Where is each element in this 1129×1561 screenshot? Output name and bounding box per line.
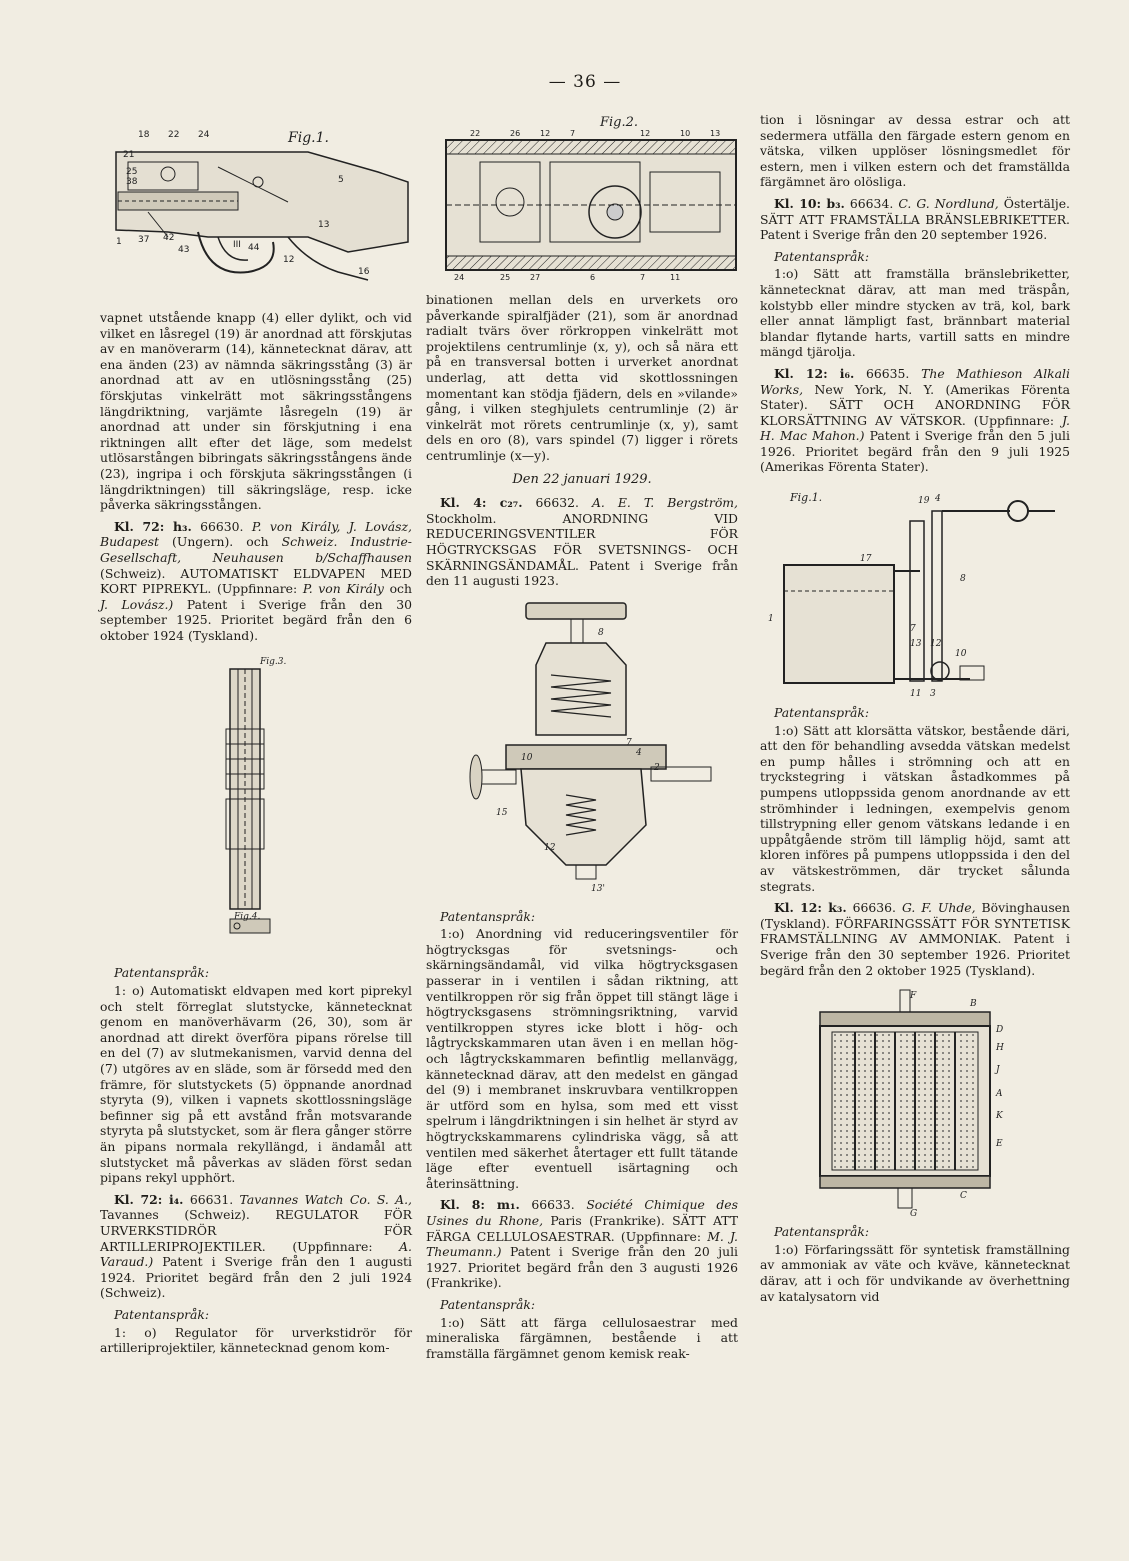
svg-text:13': 13' — [591, 883, 605, 894]
claim-66633: 1:o) Sätt att färga cellulosaestrar med mineraliska färgämnen, bestående i att framställa färgämnet genom kemisk reak- — [426, 1314, 738, 1361]
svg-text:7: 7 — [626, 737, 632, 748]
svg-text:11: 11 — [670, 273, 681, 282]
entry-66633-company: Société Chimique des Usines du Rhone, — [426, 1197, 738, 1228]
entry-66634-number: 66634. — [849, 195, 894, 211]
svg-text:13: 13 — [710, 129, 721, 138]
svg-text:37: 37 — [138, 235, 150, 245]
svg-text:7: 7 — [640, 273, 646, 282]
entry-66632 — [426, 495, 738, 589]
fig4-caption: Fig.4. — [234, 912, 261, 923]
entry-66630-tail: Patent i Sverige från den 30 september 1925. Prioritet begärd från den 6 oktober 1924 (Tyskland). — [100, 596, 412, 643]
entry-66632-title: Stockholm. ANORDNING VID REDUCERINGSVENTILER FÖR HÖGTRYCKSGAS FÖR SVETSNINGS- OCH SKÄRNINGSÄNDAMÅL. Patent i Sverige från den 11 augusti 1923. — [426, 510, 738, 589]
entry-66630-company: Schweiz. Industrie-Gesellschaft, Neuhausen b/Schaffhausen — [100, 534, 412, 565]
svg-text:5: 5 — [338, 175, 344, 185]
entry-66634-title: Östertälje. SÄTT ATT FRAMSTÄLLA BRÄNSLEBRIKETTER. Patent i Sverige från den 20 september 1926. — [760, 195, 1070, 243]
svg-text:2: 2 — [654, 762, 660, 773]
svg-text:18: 18 — [138, 130, 150, 140]
entry-66630-number: 66630. — [200, 518, 244, 534]
svg-text:22: 22 — [168, 130, 180, 140]
clockwork-fuse-drawing — [440, 112, 740, 284]
svg-text:11: 11 — [910, 689, 922, 700]
entry-66636-class: Kl. 12: k₃. — [774, 900, 847, 916]
svg-text:3: 3 — [930, 689, 936, 700]
claim-label-66630: Patentanspråk: — [114, 965, 210, 981]
svg-text:12: 12 — [640, 129, 651, 138]
svg-text:12: 12 — [544, 842, 556, 853]
entry-66636 — [760, 900, 1070, 978]
dateline: Den 22 januari 1929. — [512, 471, 652, 487]
claim-66630: 1: o) Automatiskt eldvapen med kort piprekyl och stelt förreglat slutstycke, kännetecknat genom en manöverhävarm (26, 30), som är anordnad att direkt överföra pipans rörelse till en del (7) av slutmekanismen, varvid denna del (7) utgöres av en släde, som är försedd med den främre, för slutstyckets (5) öppnande anordnad styryta (9), vilken i vapnets skottlossningsläge befinner sig på ett avstånd från motsvarande styryta på slutstycket, som är flera gånger större än pipans normala rekyllängd, i ändamål att slutstycket må påverkas av släden först sedan pipans rekyl upphört. — [100, 983, 412, 1186]
svg-text:A: A — [996, 1089, 1003, 1100]
svg-text:16: 16 — [358, 267, 370, 277]
fig2-caption: Fig.2. — [600, 115, 639, 130]
svg-text:12: 12 — [283, 255, 295, 265]
svg-text:10: 10 — [680, 129, 691, 138]
entry-66630-class: Kl. 72: h₃. — [114, 518, 192, 534]
col2-continuation-text: binationen mellan dels en urverkets oro påverkande spiralfjäder (21), som är anordnad radialt tvärs över rörkroppen vinkelrätt mot projektilens centrumlinje (x, y), och så nära ett på en transversal botten i urverket anordnat underlag, att detta vid skottlossningen momentant kan stödja fjädern, dels en »vilande» gång, i vilken steghjulets centrumlinje (2) är vinkelrät mot rörets centrumlinje (x, y), samt dels en oro (8), vars spindel (7) ligger i rörets centrumlinje (x—y). — [426, 292, 738, 463]
firearm-barrel-drawing — [100, 649, 412, 961]
entry-66632-class: Kl. 4: c₂₇. — [440, 495, 523, 511]
svg-text:17: 17 — [860, 554, 872, 565]
entry-66633 — [426, 1197, 738, 1291]
svg-text:24: 24 — [454, 273, 465, 282]
col3-continuation-text: tion i lösningar av dessa estrar och att sedermera utfälla den färgade estern genom en vätska, vilken upplöser lösningsmedlet för estern, men i vilken estern och det framställda färgämnet äro olösliga. — [760, 112, 1070, 190]
entry-66631-company: Tavannes Watch Co. S. A., — [239, 1191, 412, 1207]
svg-text:D: D — [996, 1025, 1004, 1036]
entry-66631 — [100, 1192, 412, 1301]
figure-ammonia-reactor — [760, 984, 1070, 1220]
svg-text:1: 1 — [768, 614, 774, 625]
figure-2-clockwork-fuse — [440, 112, 740, 284]
svg-text:Fig.3.: Fig.3. — [260, 657, 287, 668]
entry-66633-title: Paris (Frankrike). SÄTT ATT FÄRGA CELLULOSAESTRAR. (Uppfinnare: — [426, 1212, 738, 1244]
svg-text:4: 4 — [935, 494, 941, 505]
svg-text:26: 26 — [510, 129, 521, 138]
claim-label-66631: Patentanspråk: — [114, 1306, 210, 1322]
entry-66635 — [760, 366, 1070, 475]
figure-reducing-valve — [426, 595, 738, 905]
entry-66635-number: 66635. — [866, 365, 910, 381]
figure-chlorination-apparatus — [760, 481, 1070, 701]
entry-66630-inventor-2: J. Lovász.) — [100, 596, 174, 612]
svg-text:13: 13 — [318, 220, 330, 230]
svg-text:7: 7 — [910, 624, 916, 635]
svg-text:7: 7 — [570, 129, 576, 138]
svg-text:42: 42 — [163, 233, 175, 243]
entry-66631-inventor: A. Varaud.) — [100, 1238, 412, 1270]
svg-text:24: 24 — [198, 130, 210, 140]
entry-66635-company: The Mathieson Alkali Works, — [760, 365, 1070, 397]
svg-text:12: 12 — [540, 129, 551, 138]
entry-66632-number: 66632. — [535, 495, 579, 511]
svg-text:K: K — [996, 1111, 1003, 1122]
claim-66634: 1:o) Sätt att framställa bränslebriketter, kännetecknat därav, att man med träspån, kolstybb eller mindre stycken av trä, kol, bark eller annat lämpligt fast, brännbart material blandar flytande harts, vartill satts en mindre mängd tjärolja. — [760, 266, 1070, 360]
entry-66630-inventor: P. von Király — [302, 581, 384, 597]
claim-label-66636: Patentanspråk: — [774, 1224, 870, 1240]
fig1-caption: Fig.1. — [288, 130, 329, 146]
claim-66636: 1:o) Förfaringssätt för syntetisk framställning av ammoniak av väte och kväve, kännetecknat därav, att i och för undvikande av överhettning av katalysatorn vid — [760, 1241, 1070, 1304]
svg-text:27: 27 — [530, 273, 541, 282]
entry-66634-class: Kl. 10: b₃. — [774, 195, 845, 211]
svg-text:44: 44 — [248, 243, 260, 253]
svg-text:22: 22 — [470, 129, 481, 138]
claim-66635: 1:o) Sätt att klorsätta vätskor, bestående däri, att den för behandling avsedda vätskan medelst en pump hålles i strömning och att en tryckstegring i vätskan åstadkommes på pumpens utloppssida genom anordnande av ett strömhinder i ledningen, exempelvis genom tillstrypning eller genom vätskans ledande i en uppåtgående ström till lämplig höjd, samt att kloren införes på pumpens utloppssida i den del av vätskeströmmen, där trycket sålunda stegrats. — [760, 722, 1070, 894]
figure-firearm-barrel — [100, 649, 412, 961]
column-2 — [426, 292, 738, 1367]
entry-66634-author: C. G. Nordlund, — [898, 195, 999, 211]
svg-text:8: 8 — [598, 627, 604, 638]
entry-66635-title: New York, N. Y. (Amerikas Förenta Stater). SÄTT OCH ANORDNING FÖR KLORSÄTTNING AV VÄTSKOR. (Uppfinnare: — [760, 381, 1070, 428]
claim-label-66634: Patentanspråk: — [774, 248, 870, 264]
entry-66634 — [760, 196, 1070, 243]
svg-text:6: 6 — [590, 273, 596, 282]
entry-66633-number: 66633. — [531, 1197, 575, 1213]
figure-1-rifle-mechanism — [108, 112, 410, 302]
svg-text:4: 4 — [636, 747, 642, 758]
entry-66635-tail: Patent i Sverige från den 5 juli 1926. Prioritet begärd från den 9 juli 1925 (Amerikas Förenta Stater). — [760, 428, 1070, 475]
svg-text:G: G — [910, 1209, 918, 1220]
entry-66630-och: och — [389, 581, 412, 597]
svg-text:10: 10 — [521, 752, 533, 763]
entry-66633-inventor: M. J. Theumann.) — [426, 1228, 738, 1260]
column-1 — [100, 310, 412, 1362]
svg-text:C: C — [960, 1191, 967, 1202]
entry-66630-country: (Ungern). och — [172, 534, 269, 550]
entry-66631-number: 66631. — [189, 1191, 234, 1207]
claim-label-66633: Patentanspråk: — [440, 1296, 536, 1312]
svg-text:21: 21 — [123, 150, 135, 160]
svg-text:25: 25 — [500, 273, 511, 282]
entry-66636-title: Bövinghausen (Tyskland). FÖRFARINGSSÄTT FÖR SYNTETISK FRAMSTÄLLNING AV AMMONIAK. Patent i Sverige från den 30 september 1926. Prioritet begärd från den 2 oktober 1925 (Tyskland). — [760, 900, 1070, 978]
svg-text:J: J — [996, 1065, 1000, 1076]
svg-text:19: 19 — [918, 496, 930, 507]
svg-text:13: 13 — [910, 639, 922, 650]
column-3 — [760, 112, 1070, 1310]
claim-66632: 1:o) Anordning vid reduceringsventiler för högtrycksgas för svetsnings- och skärningsändamål, vid vilka högtrycksgasen passerar in i ventilen i sådan riktning, att ventilkroppen rör sig från öppet till stängt läge i högtrycksgasens strömningsriktning, varvid ventilkroppen styres icke blott i hög- och lågtryckskammaren utan även i en mellan hög- och lågtryckskammaren befintlig mellanvägg, kännetecknad därav, att den medelst en gängad del (9) i membranet inskruvbara ventilkroppen är utförd som en hylsa, som med ett visst spelrum i längdriktningen i sin helhet är styrd av högtryckskammarens cylindriska vägg, så att ventilen med säkerhet återtager ett fullt tätande läge efter eventuell isärtagning och återinsättning. — [426, 926, 738, 1191]
entry-66631-title: Tavannes (Schweiz). REGULATOR FÖR URVERKSTIDRÖR FÖR ARTILLERIPROJEKTILER. (Uppfinnare: — [100, 1207, 412, 1254]
fig1-col3-caption: Fig.1. — [790, 491, 823, 505]
page-number: — 36 — — [548, 72, 622, 92]
reducing-valve-drawing — [426, 595, 738, 905]
entry-66632-author: A. E. T. Bergström, — [591, 495, 738, 511]
entry-66633-class: Kl. 8: m₁. — [440, 1197, 520, 1213]
svg-text:E: E — [996, 1139, 1003, 1150]
entry-66635-class: Kl. 12: i₆. — [774, 365, 855, 381]
claim-66631: 1: o) Regulator för urverkstidrör för artilleriprojektiler, kännetecknad genom kom- — [100, 1324, 412, 1356]
svg-text:H: H — [996, 1043, 1004, 1054]
rifle-mechanism-drawing — [108, 112, 410, 302]
svg-text:8: 8 — [960, 574, 966, 585]
svg-text:12: 12 — [930, 639, 942, 650]
svg-text:1: 1 — [116, 237, 122, 247]
entry-66631-class: Kl. 72: i₄. — [114, 1191, 184, 1207]
entry-66631-tail: Patent i Sverige från den 1 augusti 1924. Prioritet begärd från den 2 juli 1924 (Schweiz). — [100, 1254, 412, 1301]
svg-text:15: 15 — [496, 807, 508, 818]
svg-text:F: F — [910, 991, 917, 1002]
col1-continuation-text: vapnet utstående knapp (4) eller dylikt, och vid vilket en låsregel (19) är anordnad att förskjutas av en manöverarm (14), kännetecknat därav, att ena änden (23) av nämnda säkringsstång (3) är anordnad att av en utlösningsstång (25) förskjutas vinkelrätt mot säkringsstångens längdriktning, varjämte låsregeln (19) är anordnad att under sin förskjutning i ena riktningen allt efter det läge, som medelst utlösarstången bibringats säkringsstångens ände (23), ingripa i och förskjuta säkringsstången (i längdriktningen) till säkringsläge, resp. icke påverka säkringsstången. — [100, 310, 412, 513]
ammonia-reactor-drawing — [760, 984, 1070, 1220]
entry-66630-title: (Schweiz). AUTOMATISKT ELDVAPEN MED KORT PIPREKYL. (Uppfinnare: — [100, 565, 412, 597]
claim-label-66632: Patentanspråk: — [440, 908, 536, 924]
chlorination-apparatus-drawing — [760, 481, 1070, 701]
svg-text:38: 38 — [126, 177, 138, 187]
svg-text:B: B — [970, 999, 977, 1010]
entry-66635-inventor: J. H. Mac Mahon.) — [760, 412, 1070, 444]
entry-66630 — [100, 519, 412, 644]
svg-text:III: III — [233, 240, 241, 250]
entry-66636-author: G. F. Uhde, — [901, 900, 976, 916]
entry-66630-authors: P. von Király, J. Lovász, Budapest — [100, 518, 412, 550]
svg-text:43: 43 — [178, 245, 190, 255]
entry-66636-number: 66636. — [852, 900, 896, 916]
entry-66633-tail: Patent i Sverige från den 20 juli 1927. Prioritet begärd från den 3 augusti 1926 (Frankrike). — [426, 1244, 738, 1291]
svg-text:25: 25 — [126, 167, 138, 177]
svg-text:10: 10 — [955, 649, 967, 660]
claim-label-66635: Patentanspråk: — [774, 705, 870, 721]
